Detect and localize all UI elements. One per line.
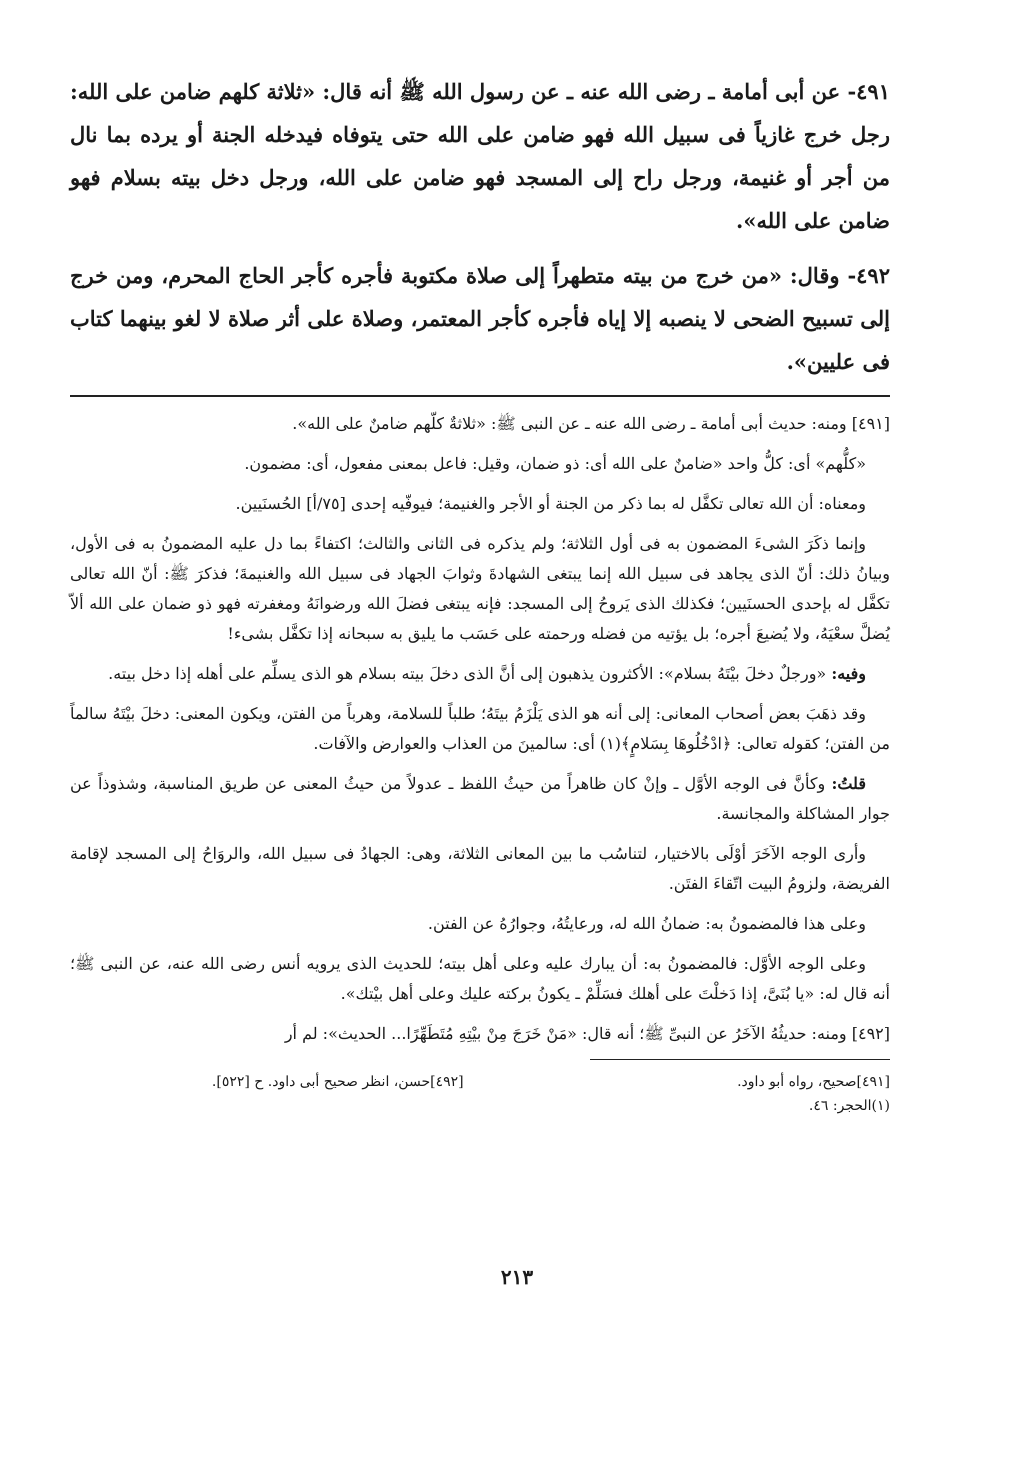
paragraph-label: وفيه:: [831, 664, 866, 683]
commentary-paragraph: وقد ذهَبَ بعض أصحاب المعانى: إلى أنه هو الذى يَلْزَمُ بيتَهُ؛ طلباً للسلامة، وهرباً من الفتن، ويكون المعنى: دخلَ بيْتَهُ سالماً من الفتن؛ كقوله تعالى: ﴿ادْخُلُوهَا بِسَلامٍ﴾(١) أى: سالمينَ من العذاب والعوارض والآفات.: [70, 704, 890, 753]
footnotes: [70, 1070, 890, 1118]
paragraph-label: قلتُ:: [831, 774, 866, 793]
page-number: ٢١٣: [500, 1265, 534, 1289]
hadith-491-text: عن أبى أمامة ـ رضى الله عنه ـ عن رسول الله ﷺ أنه قال: «ثلاثة كلهم ضامن على الله: رجل خرج غازياً فى سبيل الله فهو ضامن على الله حتى يتوفاه فيدخله الجنة أو يرده بما نال من أجر أو غنيمة، ورجل راح إلى المسجد فهو ضامن على الله، ورجل دخل بيته بسلام فهو ضامن على الله».: [70, 79, 890, 233]
commentary-paragraph: [70, 769, 890, 829]
commentary-paragraph: وأرى الوجه الآخَرَ أوْلَى بالاختيار، لتناسُب ما بين المعانى الثلاثة، وهى: الجهادُ فى سبيل الله، والروَاحُ إلى المسجد لإقامة الفريضة، ولزومُ البيت اتّقاءَ الفتَن.: [70, 844, 890, 893]
commentary-section: [70, 409, 890, 1049]
footnote-divider: [590, 1059, 890, 1060]
footnote-492: [٤٩٢]حسن، انظر صحيح أبى داود. ح [٥٢٢].: [211, 1074, 464, 1090]
hadith-492: [70, 254, 890, 383]
hadith-491-number: ٤٩١-: [847, 79, 890, 104]
footnote-491: [٤٩١]صحيح، رواه أبو داود.: [737, 1074, 890, 1090]
footnote-column-left: [70, 1070, 464, 1118]
commentary-paragraph: وإنما ذكَرَ الشىءَ المضمون به فى أول الثلاثة؛ ولم يذكره فى الثانى والثالث؛ اكتفاءً بما دل عليه المضمونُ به فى الأول، وبيانُ ذلك: أنّ الذى يجاهد فى سبيل الله إنما يبتغى الشهادةَ وثوابَ الجهاد فى سبيل الله والغنيمةَ؛ فذكرَ ﷺ: أنّ الله تعالى تكفَّل له بإحدى الحسنَيين؛ فكذلك الذى يَروحُ إلى المسجد: فإنه يبتغى فضلَ الله ورضوانَهُ ومغفرته فهو ذو ضمان على الله ألاّ يُضلَّ سعْيَهُ، ولا يُضيعَ أجره؛ بل يؤتيه من فضله ورحمته على حَسَب ما يليق به سبحانه إذا تكفَّل بشىء!: [70, 534, 891, 643]
commentary-paragraph: وعلى هذا فالمضمونُ به: ضمانُ الله له، ورعايتُهُ، وجوارُهُ عن الفتن.: [427, 914, 866, 933]
hadith-492-number: ٤٩٢-: [847, 263, 890, 288]
hadith-section: [70, 70, 890, 383]
commentary-paragraph: «كلُّهم» أى: كلُّ واحد «ضامنٌ على الله أى: ذو ضمان، وقيل: فاعل بمعنى مفعول، أى: مضمون.: [244, 454, 866, 473]
hadith-491: [70, 70, 890, 242]
footnote-column-right: [496, 1070, 890, 1118]
commentary-paragraph: ومعناه: أن الله تعالى تكفَّل له بما ذكر من الجنة أو الأجر والغنيمة؛ فيوفّيه إحدى [٧٥/أ] الحُسنَيين.: [235, 494, 866, 513]
commentary-paragraph: [٤٩١] ومنه: حديث أبى أمامة ـ رضى الله عنه ـ عن النبى ﷺ: «ثلاثةٌ كلّهم ضامنٌ على الله».: [292, 414, 890, 433]
paragraph-text: وكأنَّ فى الوجه الأوَّل ـ وإنْ كان ظاهراً من حيثُ اللفظ ـ عدولاً من حيثُ المعنى عن طريق المناسبة، وشذوذاً عن جوار المشاكلة والمجانسة.: [70, 774, 890, 823]
hadith-492-text: وقال: «من خرج من بيته متطهراً إلى صلاة مكتوبة فأجره كأجر الحاج المحرم، ومن خرج إلى تسبيح الضحى لا ينصبه إلا إياه فأجره كأجر المعتمر، وصلاة على أثر صلاة لا لغو بينهما كتاب فى عليين».: [70, 263, 890, 374]
page-body: [70, 70, 890, 1118]
commentary-paragraph: وعلى الوجه الأوَّل: فالمضمونُ به: أن يبارك عليه وعلى أهل بيته؛ للحديث الذى يرويه أنس رضى الله عنه، عن النبى ﷺ؛ أنه قال له: «يا بُنَىَّ، إذا دَخلْتَ على أهلك فسَلِّمْ ـ يكونُ بركته عليك وعلى أهل بيْتك».: [70, 954, 890, 1003]
section-divider: [70, 395, 890, 397]
commentary-paragraph: [70, 659, 890, 689]
commentary-paragraph: [٤٩٢] ومنه: حديثُهُ الآخَرُ عن النبىِّ ﷺ؛ أنه قال: «مَنْ خَرَجَ مِنْ بيْتِهِ مُتَطَهِّرًا... الحديث»: لم أر: [284, 1024, 890, 1043]
footnote-1: (١)الحجر: ٤٦.: [808, 1098, 890, 1114]
paragraph-text: «ورجلٌ دخلَ بيْتَهُ بسلام»: الأكثرون يذهبون إلى أنَّ الذى دخلَ بيته بسلام هو الذى يسلِّم على أهله إذا دخل بيته.: [108, 664, 827, 683]
